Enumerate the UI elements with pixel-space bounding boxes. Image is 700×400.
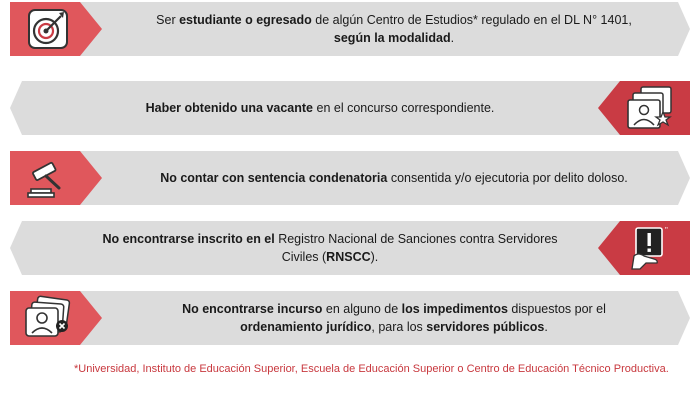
requirement-2-text: Haber obtenido una vacante en el concurso correspondiente. xyxy=(145,101,495,115)
requirement-1-text: Ser estudiante o egresado de algún Centro de Estudios* regulado en el DL N° 1401, según la modalidad. xyxy=(156,13,632,45)
svg-text:": " xyxy=(665,226,668,235)
target-icon xyxy=(18,0,78,58)
requirement-5 xyxy=(10,289,690,347)
footnote: *Universidad, Instituto de Educación Superior, Escuela de Educación Superior o Centro de Educación Técnico Productiva. xyxy=(74,363,669,375)
requirement-4-text: No encontrarse inscrito en el Registro Nacional de Sanciones contra Servidores Civiles (RNSCC). xyxy=(102,232,558,264)
photo-gallery-icon xyxy=(620,79,680,137)
requirement-1 xyxy=(10,0,690,58)
gavel-icon xyxy=(18,149,78,207)
requirement-3-text: No contar con sentencia condenatoria consentida y/o ejecutoria por delito doloso. xyxy=(160,171,628,185)
requirement-4 xyxy=(10,219,690,277)
requirement-3 xyxy=(10,149,690,207)
warning-card-icon xyxy=(622,219,682,277)
user-cards-icon xyxy=(18,289,78,347)
requirement-2 xyxy=(10,79,690,137)
requirement-5-text: No encontrarse incurso en alguno de los impedimentos dispuestos por el ordenamiento jurídico, para los servidores públicos. xyxy=(182,302,606,334)
